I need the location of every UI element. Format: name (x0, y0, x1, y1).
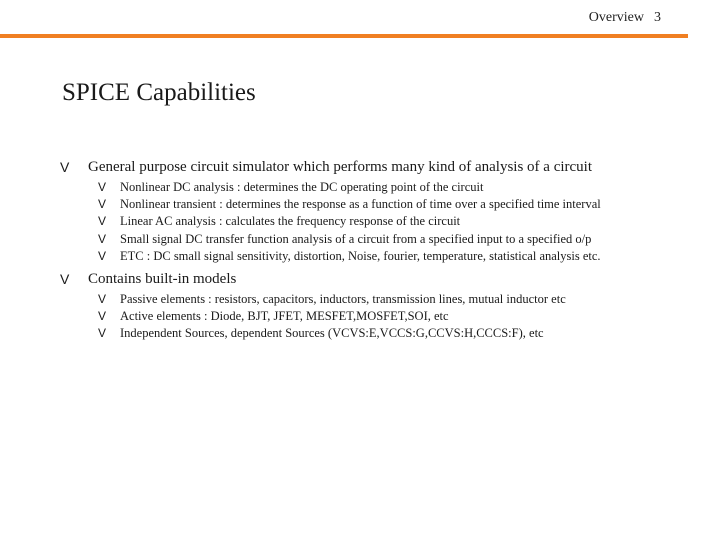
page-number: 3 (654, 10, 661, 25)
bullet-general-purpose (60, 157, 700, 177)
list-item-text: Nonlinear DC analysis : determines the DC operating point of the circuit (120, 180, 484, 194)
section-label: Overview (588, 10, 644, 25)
list-item (60, 179, 700, 196)
bullet-icon: V (98, 292, 107, 307)
bullet-built-in-models (60, 269, 700, 289)
list-item (60, 248, 700, 265)
list-item (60, 325, 700, 342)
slide-header (589, 10, 661, 26)
list-item (60, 213, 700, 230)
bullet-icon: V (98, 248, 107, 263)
list-item (60, 231, 700, 248)
header-rule (0, 34, 688, 38)
slide-title: SPICE Capabilities (62, 79, 256, 106)
list-item-text: Independent Sources, dependent Sources (VCVS:E,VCCS:G,CCVS:H,CCCS:F), etc (120, 326, 544, 341)
bullet-icon: V (98, 309, 107, 324)
bullet-icon: V (98, 197, 107, 212)
bullet-icon: V (98, 326, 107, 341)
list-item-text: ETC : DC small signal sensitivity, distortion, Noise, fourier, temperature, statistical analysis etc. (120, 248, 601, 263)
list-item-text: Nonlinear transient : determines the response as a function of time over a specified time interval (120, 197, 601, 212)
analysis-list (60, 179, 700, 265)
list-item-text: Active elements : Diode, BJT, JFET, MESFET,MOSFET,SOI, etc (120, 309, 449, 324)
list-item-text: Linear AC analysis : calculates the frequency response of the circuit (120, 214, 461, 229)
list-item (60, 196, 700, 213)
list-item-text: Passive elements : resistors, capacitors, inductors, transmission lines, mutual inductor etc (120, 292, 566, 307)
bullet-text: Contains built-in models (88, 271, 237, 288)
list-item (60, 308, 700, 325)
list-item (60, 291, 700, 308)
bullet-icon: V (98, 180, 107, 194)
bullet-icon: V (60, 271, 70, 288)
list-item-text: Small signal DC transfer function analysis of a circuit from a specified input to a specified o/p (120, 231, 592, 246)
bullet-icon: V (98, 214, 107, 229)
bullet-icon: V (98, 231, 107, 246)
bullet-text: General purpose circuit simulator which performs many kind of analysis of a circuit (88, 159, 593, 175)
models-list (60, 291, 700, 343)
bullet-icon: V (60, 159, 70, 175)
slide-content (60, 157, 700, 347)
